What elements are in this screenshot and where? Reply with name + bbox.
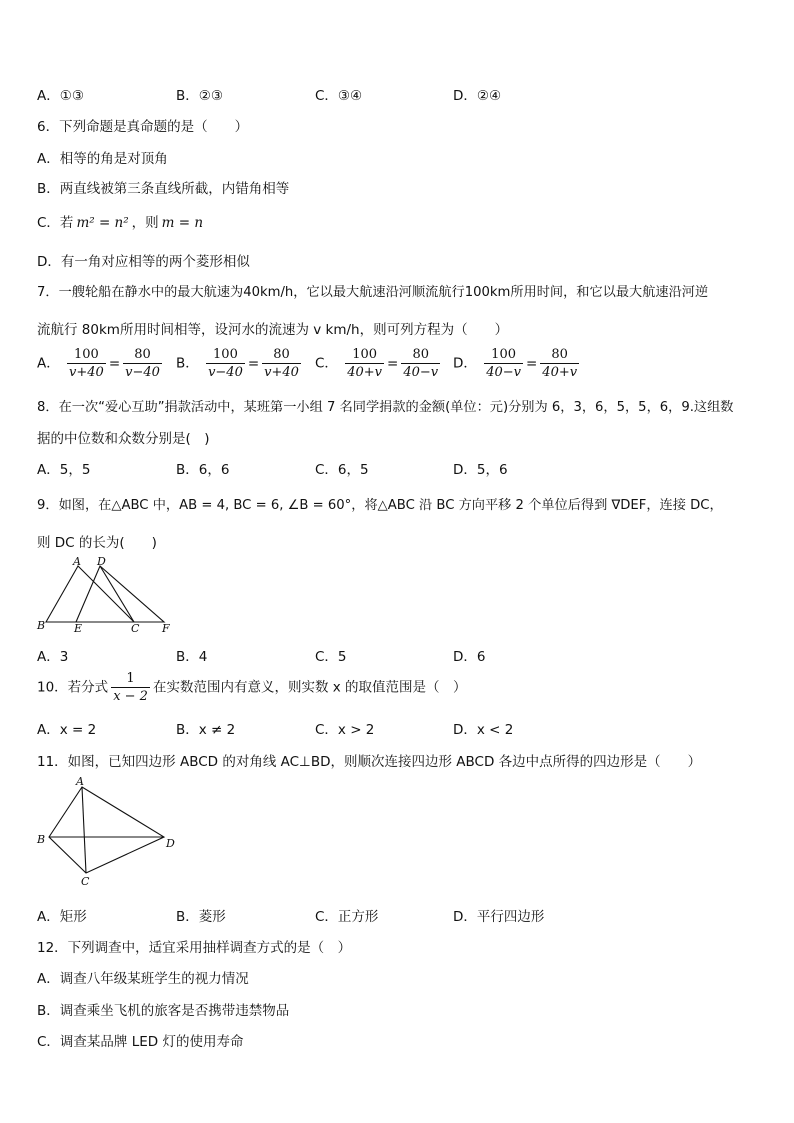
q9-option-c: C．5: [315, 649, 347, 665]
q7-a-right-num: 80: [123, 347, 162, 364]
q9-figure-translated-triangles: [34, 556, 174, 636]
quadrilateral-abcd: [49, 787, 164, 873]
q5-option-d: D．②④: [453, 88, 502, 104]
q7-d-left-den: 40−v: [486, 365, 521, 380]
label-a: A: [76, 775, 84, 788]
q7-d-label: D．: [453, 355, 477, 372]
q8-option-b: B．6，6: [176, 462, 230, 478]
q6-option-c: [37, 211, 203, 231]
q7-b-left-den: v−40: [208, 365, 243, 380]
q7-d-left-num: 100: [484, 347, 523, 364]
q6-option-a: A．相等的角是对顶角: [37, 151, 168, 167]
q6-c-mid: ，则: [131, 215, 159, 231]
q7-a-left-den: v+40: [69, 365, 104, 380]
q8-line1: 8．在一次“爱心互助”捐款活动中，某班第一小组 7 名同学捐款的金额(单位：元)分别为 6，3，6，5，5，6，9.这组数: [37, 400, 734, 415]
q6-c-prefix: C．若: [37, 215, 74, 231]
q11-stem: 11．如图，已知四边形 ABCD 的对角线 AC⊥BD，则顺次连接四边形 ABCD 各边中点所得的四边形是（ ）: [37, 754, 702, 770]
q7-c-label: C．: [315, 355, 338, 372]
q5-option-c: C．③④: [315, 88, 363, 104]
q5-option-a: A．①③: [37, 88, 84, 104]
q10-prefix: 10．若分式: [37, 679, 109, 696]
q7-c-right-den: 40−v: [403, 365, 439, 380]
q8-option-d: D．5，6: [453, 462, 508, 478]
q9-line1: 9．如图，在△ABC 中，AB = 4, BC = 6, ∠B = 60°，将△ABC 沿 BC 方向平移 2 个单位后得到 ∇DEF，连接 DC，: [37, 498, 723, 513]
q6-c-expr1: m² = n²: [76, 215, 129, 231]
q10-stem: [37, 671, 467, 704]
q7-a-left-num: 100: [67, 347, 106, 364]
label-e: E: [74, 622, 83, 635]
q6-option-b: B．两直线被第三条直线所截，内错角相等: [37, 181, 290, 197]
q11-option-a: A．矩形: [37, 909, 87, 925]
q7-line1: 7．一艘轮船在静水中的最大航速为40km/h，它以最大航速沿河顺流航行100km所用时间，和它以最大航速沿河逆: [37, 285, 709, 300]
q7-d-right-num: 80: [540, 347, 579, 364]
q12-option-c: C．调查某品牌 LED 灯的使用寿命: [37, 1034, 244, 1050]
q6-stem: 6．下列命题是真命题的是（ ）: [37, 119, 249, 135]
q11-option-c: C．正方形: [315, 909, 379, 925]
q6-option-d: D．有一角对应相等的两个菱形相似: [37, 254, 250, 270]
q7-d-right-den: 40+v: [542, 365, 578, 380]
q7-c-left-num: 100: [345, 347, 384, 364]
q7-option-d: D． $\frac{100}{40-v}$ = $\frac{80}{40+v}$: [453, 347, 578, 380]
q10-option-b: B．x ≠ 2: [176, 722, 236, 738]
q8-option-a: A．5，5: [37, 462, 91, 478]
diagonal-ac: [82, 787, 86, 873]
q8-option-c: C．6，5: [315, 462, 369, 478]
q12-option-a: A．调查八年级某班学生的视力情况: [37, 971, 249, 987]
label-c: C: [81, 875, 90, 888]
label-f: F: [162, 622, 170, 635]
q10-fraction-num: 1: [111, 671, 150, 688]
q7-a-label: A．: [37, 355, 60, 372]
q10-fraction-den: x − 2: [113, 689, 148, 704]
triangle-def: [76, 566, 164, 622]
label-a: A: [73, 556, 81, 568]
q12-option-b: B．调查乘坐飞机的旅客是否携带违禁物品: [37, 1003, 290, 1019]
q8-line2: 据的中位数和众数分别是( ): [37, 431, 210, 447]
q7-b-label: B．: [176, 355, 199, 372]
q9-option-d: D．6: [453, 649, 486, 665]
q7-b-left-num: 100: [206, 347, 245, 364]
q7-b-right-num: 80: [262, 347, 301, 364]
label-d: D: [97, 556, 106, 568]
label-c: C: [131, 622, 140, 635]
q6-c-expr2: m = n: [161, 215, 204, 231]
q7-line2: 流航行 80km所用时间相等，设河水的流速为 v km/h，则可列方程为（ ）: [37, 322, 509, 338]
q7-option-c: C． $\frac{100}{40+v}$ = $\frac{80}{40-v}$: [315, 347, 439, 380]
q5-option-b: B．②③: [176, 88, 223, 104]
q7-a-right-den: v−40: [125, 365, 160, 380]
segment-dc: [100, 566, 134, 622]
q7-c-left-den: 40+v: [347, 365, 383, 380]
q9-option-b: B．4: [176, 649, 208, 665]
q12-stem: 12．下列调查中，适宜采用抽样调查方式的是（ ）: [37, 940, 352, 956]
q11-option-b: B．菱形: [176, 909, 226, 925]
label-d: D: [166, 837, 175, 850]
q7-option-a: A． $\frac{100}{v+40}$ = $\frac{80}{v-40}$: [37, 347, 160, 380]
q11-figure-quadrilateral: [34, 775, 184, 890]
q9-line2: 则 DC 的长为( ): [37, 535, 157, 551]
triangle-abc: [46, 566, 134, 622]
q7-b-right-den: v+40: [264, 365, 299, 380]
q7-c-right-num: 80: [401, 347, 440, 364]
label-b: B: [37, 833, 46, 846]
q10-suffix: 在实数范围内有意义，则实数 x 的取值范围是（ ）: [152, 679, 467, 696]
q10-option-c: C．x > 2: [315, 722, 375, 738]
label-b: B: [37, 619, 46, 632]
q10-option-a: A．x = 2: [37, 722, 97, 738]
q11-option-d: D．平行四边形: [453, 909, 545, 925]
q7-option-b: B． $\frac{100}{v-40}$ = $\frac{80}{v+40}$: [176, 347, 299, 380]
q10-option-d: D．x < 2: [453, 722, 514, 738]
q9-option-a: A．3: [37, 649, 69, 665]
